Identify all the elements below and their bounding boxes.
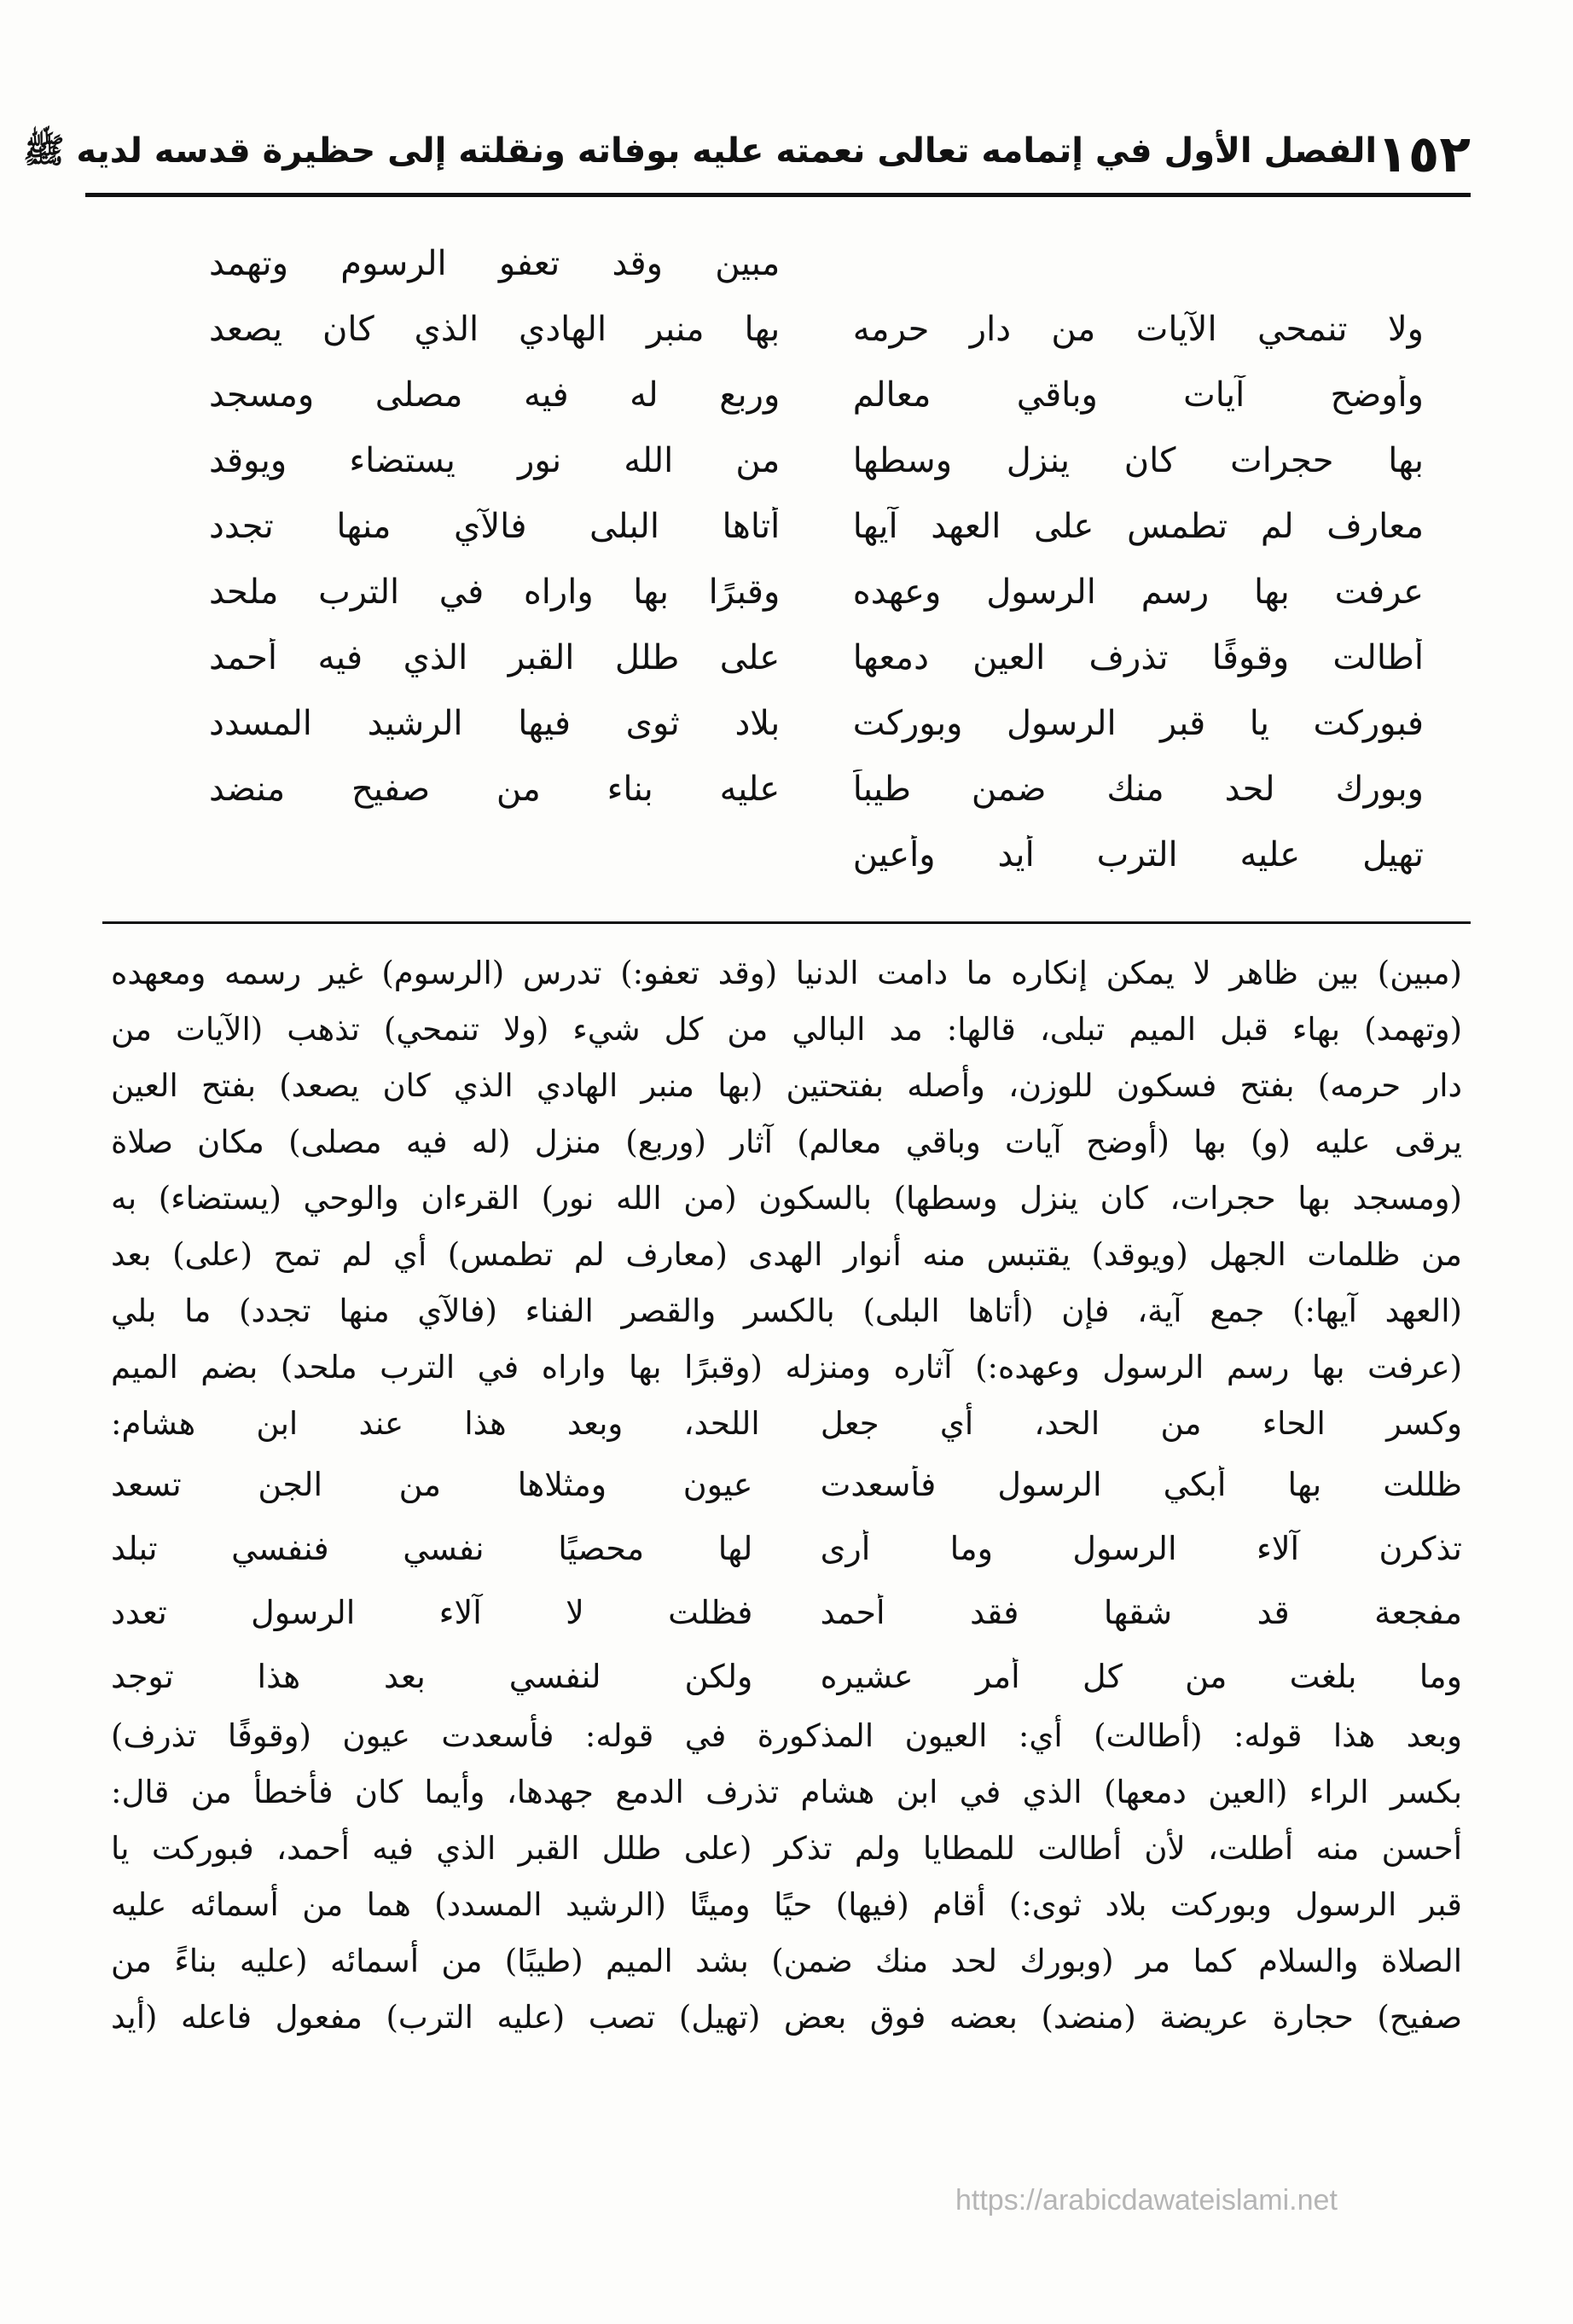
commentary-line: يرقى عليه (و) بها (أوضح آيات وباقي معالم) آثار (وربع) منزل (له فيه مصلى) مكان صلاة	[111, 1124, 1462, 1160]
hemistich-right: معارف لم تطمس على العهد آيها	[852, 506, 1424, 546]
hemistich-right: تذكرن آلاء الرسول وما أرى	[820, 1529, 1462, 1567]
hemistich-left: لها محصيًا نفسي فنفسي تبلد	[111, 1529, 753, 1567]
poem-verse	[209, 822, 1424, 887]
hemistich-left: أتاها البلى فالآي منها تجدد	[209, 506, 781, 546]
poem-verse	[209, 756, 1424, 822]
commentary-line: صفيح) حجارة عريضة (منضد) بعضه فوق بعض (تهيل) تصب (عليه الترب) مفعول فاعله (أيد	[111, 1999, 1462, 2036]
commentary-block	[111, 945, 1462, 2046]
commentary-line: (مبين) بين ظاهر لا يمكن إنكاره ما دامت الدنيا (وقد تعفو:) تدرس (الرسوم) غير رسمه ومعهده	[111, 955, 1462, 991]
commentary-line: وكسر الحاء من الحد، أي جعل اللحد، وبعد هذا عند ابن هشام:	[111, 1405, 1462, 1442]
hemistich-left: بها منبر الهادي الذي كان يصعد	[209, 309, 781, 349]
quoted-verses	[111, 1452, 1462, 1708]
hemistich-right: ولا تنمحي الآيات من دار حرمه	[852, 309, 1424, 349]
quoted-verse	[111, 1452, 1462, 1516]
poem-verse	[209, 559, 1424, 625]
hemistich-right: بها حجرات كان ينزل وسطها	[852, 440, 1424, 480]
commentary-line: (ومسجد بها حجرات، كان ينزل وسطها) بالسكون (من الله نور) القرءان والوحي (يستضاء) به	[111, 1180, 1462, 1217]
commentary-line: (العهد آيها:) جمع آية، فإن (أتاها البلى) بالكسر والقصر الفناء (فالآي منها تجدد) ما بلي	[111, 1293, 1462, 1329]
hemistich-left: من الله نور يستضاء ويوقد	[209, 440, 781, 480]
poem-verse	[209, 493, 1424, 559]
hemistich-right: أطالت وقوفًا تذرف العين دمعها	[852, 637, 1424, 677]
quoted-verse	[111, 1580, 1462, 1644]
hemistich-right: مفجعة قد شقها فقد أحمد	[820, 1593, 1462, 1631]
watermark-url: https://arabicdawateislami.net	[955, 2184, 1338, 2217]
hemistich-right: فبوركت يا قبر الرسول وبوركت	[852, 703, 1424, 743]
quoted-verse	[111, 1516, 1462, 1580]
commentary-line: (عرفت بها رسم الرسول وعهده:) آثاره ومنزله (وقبرًا بها واراه في الترب ملحد) بضم الميم	[111, 1349, 1462, 1386]
commentary-line: بكسر الراء (العين دمعها) الذي في ابن هشام تذرف الدمع جهدها، وأيما كان فأخطأ من قال:	[111, 1774, 1462, 1810]
running-title: الفصل الأول في إتمامه تعالى نعمته عليه بوفاته ونقلته إلى حظيرة قدسه لديه ﷺ	[23, 131, 1378, 171]
page-header	[23, 115, 1471, 194]
poem-block	[209, 230, 1424, 887]
hemistich-left: وربع له فيه مصلى ومسجد	[209, 375, 781, 415]
poem-verse	[209, 690, 1424, 756]
commentary-line: (وتهمد) بهاء قبل الميم تبلى، قالها: مد البالي من كل شيء (ولا تنمحي) تذهب (الآيات من	[111, 1011, 1462, 1048]
poem-verse	[209, 362, 1424, 427]
commentary-line: دار حرمه) بفتح فسكون للوزن، وأصله بفتحتين (بها منبر الهادي الذي كان يصعد) بفتح العين	[111, 1067, 1462, 1104]
commentary-part-1	[111, 945, 1462, 1452]
commentary-line: قبر الرسول وبوركت بلاد ثوى:) أقام (فيها) حيًا وميتًا (الرشيد المسدد) هما من أسمائه عليه	[111, 1886, 1462, 1923]
hemistich-left: عيون ومثلاها من الجن تسعد	[111, 1465, 753, 1503]
hemistich-left: مبين وقد تعفو الرسوم وتهمد	[209, 243, 781, 283]
hemistich-left: فظلت لا آلاء الرسول تعدد	[111, 1593, 753, 1631]
poem-verse	[209, 230, 1424, 296]
page-number: ١٥٢	[1377, 125, 1471, 184]
commentary-line: الصلاة والسلام كما مر (وبورك لحد منك ضمن) بشد الميم (طيبًا) من أسمائه (عليه بناءً من	[111, 1943, 1462, 1979]
commentary-line: أحسن منه أطلت، لأن أطالت للمطايا ولم تذكر (على طلل القبر الذي فيه أحمد، فبوركت يا	[111, 1830, 1462, 1867]
hemistich-right: وبورك لحد منك ضمن طيباً	[852, 769, 1424, 809]
poem-divider	[102, 921, 1471, 924]
commentary-line: وبعد هذا قوله: (أطالت) أي: العيون المذكورة في قوله: فأسعدت عيون (وقوفًا تذرف)	[111, 1717, 1462, 1754]
commentary-part-2	[111, 1708, 1462, 2046]
commentary-line: من ظلمات الجهل (ويوقد) يقتبس منه أنوار الهدى (معارف لم تطمس) أي لم تمح (على) بعد	[111, 1236, 1462, 1273]
poem-verse	[209, 296, 1424, 362]
hemistich-left: وقبرًا بها واراه في الترب ملحد	[209, 572, 781, 612]
hemistich-left: عليه بناء من صفيح منضد	[209, 769, 781, 809]
poem-verse	[209, 625, 1424, 690]
hemistich-left: ولكن لنفسي بعد هذا توجد	[111, 1657, 753, 1695]
hemistich-left: بلاد ثوى فيها الرشيد المسدد	[209, 703, 781, 743]
header-rule	[85, 193, 1471, 197]
poem-verse	[209, 427, 1424, 493]
hemistich-right: وما بلغت من كل أمر عشيره	[820, 1657, 1462, 1695]
hemistich-right: ظللت بها أبكي الرسول فأسعدت	[820, 1465, 1462, 1503]
quoted-verse	[111, 1644, 1462, 1708]
hemistich-right: تهيل عليه الترب أيد وأعين	[852, 834, 1424, 874]
hemistich-left: على طلل القبر الذي فيه أحمد	[209, 637, 781, 677]
hemistich-right: عرفت بها رسم الرسول وعهده	[852, 572, 1424, 612]
hemistich-right: وأوضح آيات وباقي معالم	[852, 375, 1424, 415]
